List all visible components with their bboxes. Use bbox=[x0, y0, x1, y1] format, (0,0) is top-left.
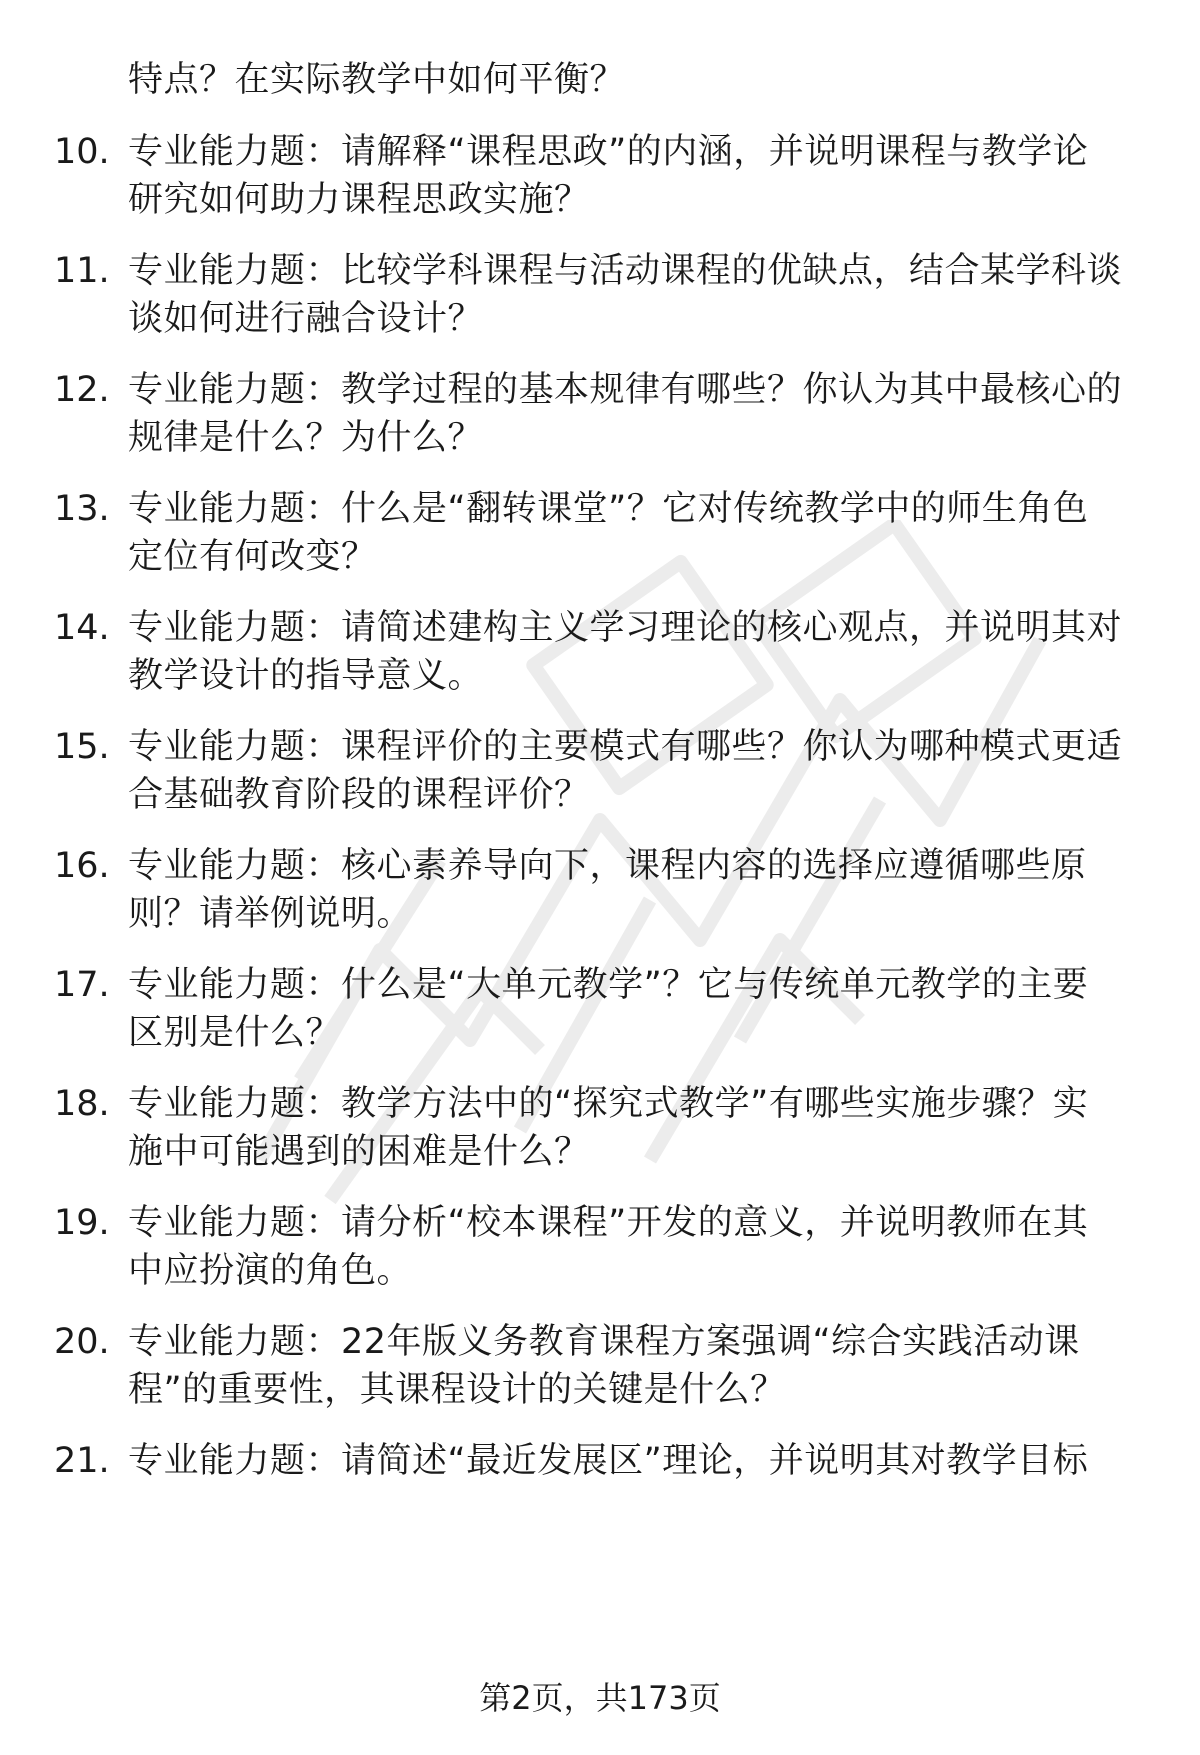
question-line-1: 专业能力题：请简述“最近发展区”理论，并说明其对教学目标 bbox=[128, 1441, 1089, 1481]
question-line-1: 专业能力题：什么是“翻转课堂”？它对传统教学中的师生角色 bbox=[128, 489, 1089, 529]
question-line-1: 专业能力题：22年版义务教育课程方案强调“综合实践活动课 bbox=[128, 1322, 1080, 1362]
question-line-2: 则？请举例说明。 bbox=[128, 894, 413, 934]
question-number: 12. bbox=[54, 370, 110, 410]
question-line-1: 专业能力题：核心素养导向下，课程内容的选择应遵循哪些原 bbox=[128, 846, 1087, 886]
question-number: 21. bbox=[54, 1441, 110, 1481]
question-number: 14. bbox=[54, 608, 110, 648]
question-line-2: 教学设计的指导意义。 bbox=[128, 656, 484, 696]
question-line-2: 中应扮演的角色。 bbox=[128, 1251, 413, 1291]
question-line-2: 谈如何进行融合设计？ bbox=[128, 299, 484, 339]
question-number: 20. bbox=[54, 1322, 110, 1362]
question-line-2: 定位有何改变？ bbox=[128, 537, 377, 577]
question-line-1: 专业能力题：请简述建构主义学习理论的核心观点，并说明其对 bbox=[128, 608, 1123, 648]
question-line-2: 研究如何助力课程思政实施？ bbox=[128, 180, 590, 220]
page-number-footer: 第2页，共173页 bbox=[479, 1679, 721, 1717]
question-line-2: 程”的重要性，其课程设计的关键是什么？ bbox=[128, 1370, 786, 1410]
question-number: 15. bbox=[54, 727, 110, 767]
question-line-2: 规律是什么？为什么？ bbox=[128, 418, 484, 458]
question-number: 18. bbox=[54, 1084, 110, 1124]
intro-tail-text: 特点？在实际教学中如何平衡？ bbox=[128, 60, 626, 100]
question-number: 10. bbox=[54, 132, 110, 172]
question-number: 13. bbox=[54, 489, 110, 529]
question-number: 16. bbox=[54, 846, 110, 886]
question-line-2: 施中可能遇到的困难是什么？ bbox=[128, 1132, 590, 1172]
question-line-2: 区别是什么？ bbox=[128, 1013, 342, 1053]
question-line-1: 专业能力题：比较学科课程与活动课程的优缺点，结合某学科谈 bbox=[128, 251, 1123, 291]
question-number: 11. bbox=[54, 251, 110, 291]
question-number: 19. bbox=[54, 1203, 110, 1243]
question-line-1: 专业能力题：请解释“课程思政”的内涵，并说明课程与教学论 bbox=[128, 132, 1089, 172]
question-line-1: 专业能力题：教学方法中的“探究式教学”有哪些实施步骤？实 bbox=[128, 1084, 1089, 1124]
question-line-1: 专业能力题：课程评价的主要模式有哪些？你认为哪种模式更适 bbox=[128, 727, 1123, 767]
question-line-1: 专业能力题：什么是“大单元教学”？它与传统单元教学的主要 bbox=[128, 965, 1089, 1005]
question-line-2: 合基础教育阶段的课程评价？ bbox=[128, 775, 590, 815]
question-line-1: 专业能力题：教学过程的基本规律有哪些？你认为其中最核心的 bbox=[128, 370, 1123, 410]
question-line-1: 专业能力题：请分析“校本课程”开发的意义，并说明教师在其 bbox=[128, 1203, 1089, 1243]
question-number: 17. bbox=[54, 965, 110, 1005]
